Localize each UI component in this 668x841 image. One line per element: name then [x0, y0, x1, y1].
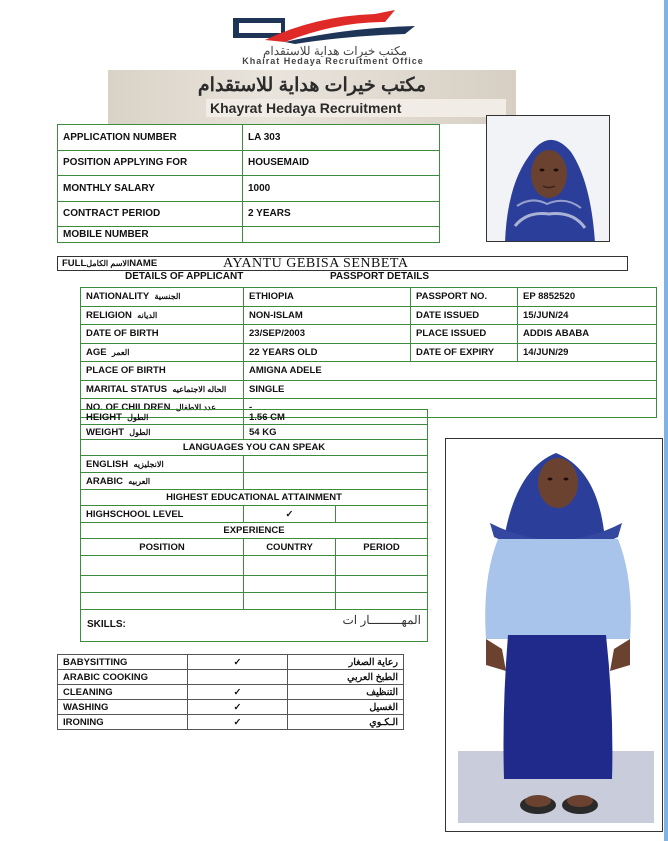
- arabic-value: [244, 473, 428, 490]
- salary-label: MONTHLY SALARY: [58, 176, 243, 202]
- age-label: AGE العمر: [81, 343, 244, 362]
- table-row: [81, 380, 657, 399]
- languages-header: LANGUAGES YOU CAN SPEAK: [81, 440, 428, 456]
- skill-babysitting-label: BABYSITTING: [58, 655, 188, 670]
- experience-col-period: PERIOD: [336, 539, 428, 556]
- table-row: [81, 343, 657, 362]
- table-row: [58, 176, 440, 202]
- table-row: [81, 490, 428, 506]
- salary-value: 1000: [243, 176, 440, 202]
- education-blank: [336, 506, 428, 523]
- skill-cooking-label: ARABIC COOKING: [58, 670, 188, 685]
- table-row: [58, 715, 404, 730]
- table-row: [81, 539, 428, 556]
- table-row: [81, 593, 428, 610]
- height-value: 1.56 CM: [244, 410, 428, 425]
- portrait-photo: [486, 115, 610, 242]
- skill-washing-check-icon: ✓: [188, 700, 288, 715]
- dob-label: DATE OF BIRTH: [81, 325, 244, 344]
- application-number-label: APPLICATION NUMBER: [58, 125, 243, 151]
- children-value: -: [244, 399, 657, 418]
- education-check-icon: ✓: [244, 506, 336, 523]
- passport-header: PASSPORT DETAILS: [330, 271, 430, 282]
- details-header: DETAILS OF APPLICANT: [125, 271, 244, 282]
- table-row: [81, 456, 428, 473]
- banner-arabic-text: مكتب خيرات هداية للاستقدام: [197, 75, 427, 96]
- table-row: [58, 150, 440, 176]
- portrait-image: [487, 116, 610, 242]
- religion-label: RELIGION الديانه: [81, 306, 244, 325]
- english-value: [244, 456, 428, 473]
- details-table: [80, 287, 657, 418]
- table-row: [81, 288, 657, 307]
- logo-mark-icon: [225, 8, 445, 48]
- contract-label: CONTRACT PERIOD: [58, 201, 243, 227]
- table-row: [58, 685, 404, 700]
- pob-value: AMIGNA ADELE: [244, 362, 657, 381]
- skill-babysitting-check-icon: ✓: [188, 655, 288, 670]
- position-value: HOUSEMAID: [243, 150, 440, 176]
- arabic-label: ARABIC العربيه: [81, 473, 244, 490]
- skills-label-ar: المهـــــــــار ات: [342, 613, 421, 627]
- skill-babysitting-ar: رعاية الصغار: [288, 655, 404, 670]
- table-row: [81, 440, 428, 456]
- table-row: [81, 473, 428, 490]
- table-row: [58, 125, 440, 151]
- skill-cooking-check-icon: [188, 670, 288, 685]
- full-body-photo: [445, 438, 663, 832]
- nationality-value: ETHIOPIA: [244, 288, 411, 307]
- skill-ironing-check-icon: ✓: [188, 715, 288, 730]
- table-row: [58, 227, 440, 243]
- weight-value: 54 KG: [244, 425, 428, 440]
- date-issued-value: 15/JUN/24: [518, 306, 657, 325]
- table-row: [81, 362, 657, 381]
- full-name-label-en-name: NAME: [129, 258, 158, 269]
- experience-col-country: COUNTRY: [244, 539, 336, 556]
- religion-value: NON-ISLAM: [244, 306, 411, 325]
- application-table: [57, 124, 440, 243]
- passport-no-value: EP 8852520: [518, 288, 657, 307]
- skills-box: [80, 610, 428, 642]
- experience-col-position: POSITION: [81, 539, 244, 556]
- table-row: [58, 201, 440, 227]
- skills-label: SKILLS:: [87, 619, 126, 630]
- table-row: [81, 306, 657, 325]
- height-label: HEIGHT الطول: [81, 410, 244, 425]
- marital-value: SINGLE: [244, 380, 657, 399]
- marital-label: MARITAL STATUS الحاله الاجتماعيه: [81, 380, 244, 399]
- office-banner: [108, 70, 516, 124]
- contract-value: 2 YEARS: [243, 201, 440, 227]
- table-row: [81, 410, 428, 425]
- table-row: [81, 523, 428, 539]
- company-logo: [225, 8, 445, 68]
- position-label: POSITION APPLYING FOR: [58, 150, 243, 176]
- english-label: ENGLISH الانجليزيه: [81, 456, 244, 473]
- skill-cleaning-check-icon: ✓: [188, 685, 288, 700]
- table-row: [81, 325, 657, 344]
- expiry-value: 14/JUN/29: [518, 343, 657, 362]
- skill-cooking-ar: الطبخ العربي: [288, 670, 404, 685]
- passport-no-label: PASSPORT NO.: [411, 288, 518, 307]
- education-label: HIGHSCHOOL LEVEL: [81, 506, 244, 523]
- application-number-value: LA 303: [243, 125, 440, 151]
- skills-table: [57, 654, 404, 730]
- skill-cleaning-label: CLEANING: [58, 685, 188, 700]
- dob-value: 23/SEP/2003: [244, 325, 411, 344]
- mobile-value: [243, 227, 440, 243]
- weight-label: WEIGHT الطول: [81, 425, 244, 440]
- full-name-label-ar: الاسم الكامل: [86, 259, 130, 268]
- table-row: [81, 425, 428, 440]
- table-row: [81, 556, 428, 576]
- experience-header: EXPERIENCE: [81, 523, 428, 539]
- table-row: [81, 576, 428, 593]
- table-row: [58, 655, 404, 670]
- skill-washing-ar: الغسيل: [288, 700, 404, 715]
- full-body-image: [446, 439, 663, 832]
- banner-english-text: Khayrat Hedaya Recruitment: [206, 99, 506, 117]
- skill-ironing-label: IRONING: [58, 715, 188, 730]
- body-table: [80, 409, 428, 610]
- education-header: HIGHEST EDUCATIONAL ATTAINMENT: [81, 490, 428, 506]
- children-label: NO. OF CHILDREN عدد الاطفال: [81, 399, 244, 418]
- place-issued-value: ADDIS ABABA: [518, 325, 657, 344]
- full-name-row: [57, 256, 628, 271]
- full-name-label: [62, 258, 157, 269]
- logo-english-text: Khairat Hedaya Recruitment Office: [242, 56, 424, 66]
- skill-ironing-ar: الـكـوي: [288, 715, 404, 730]
- expiry-label: DATE OF EXPIRY: [411, 343, 518, 362]
- full-name-label-en: FULL: [62, 258, 87, 269]
- table-row: [58, 670, 404, 685]
- pob-label: PLACE OF BIRTH: [81, 362, 244, 381]
- logo-arabic-text: مكتب خيرات هداية للاستقدام: [262, 44, 408, 58]
- full-name-value: AYANTU GEBISA SENBETA: [223, 256, 409, 271]
- nationality-label: NATIONALITY الجنسية: [81, 288, 244, 307]
- mobile-label: MOBILE NUMBER: [58, 227, 243, 243]
- table-row: [81, 506, 428, 523]
- place-issued-label: PLACE ISSUED: [411, 325, 518, 344]
- date-issued-label: DATE ISSUED: [411, 306, 518, 325]
- skill-cleaning-ar: التنظيف: [288, 685, 404, 700]
- age-value: 22 YEARS OLD: [244, 343, 411, 362]
- table-row: [58, 700, 404, 715]
- skill-washing-label: WASHING: [58, 700, 188, 715]
